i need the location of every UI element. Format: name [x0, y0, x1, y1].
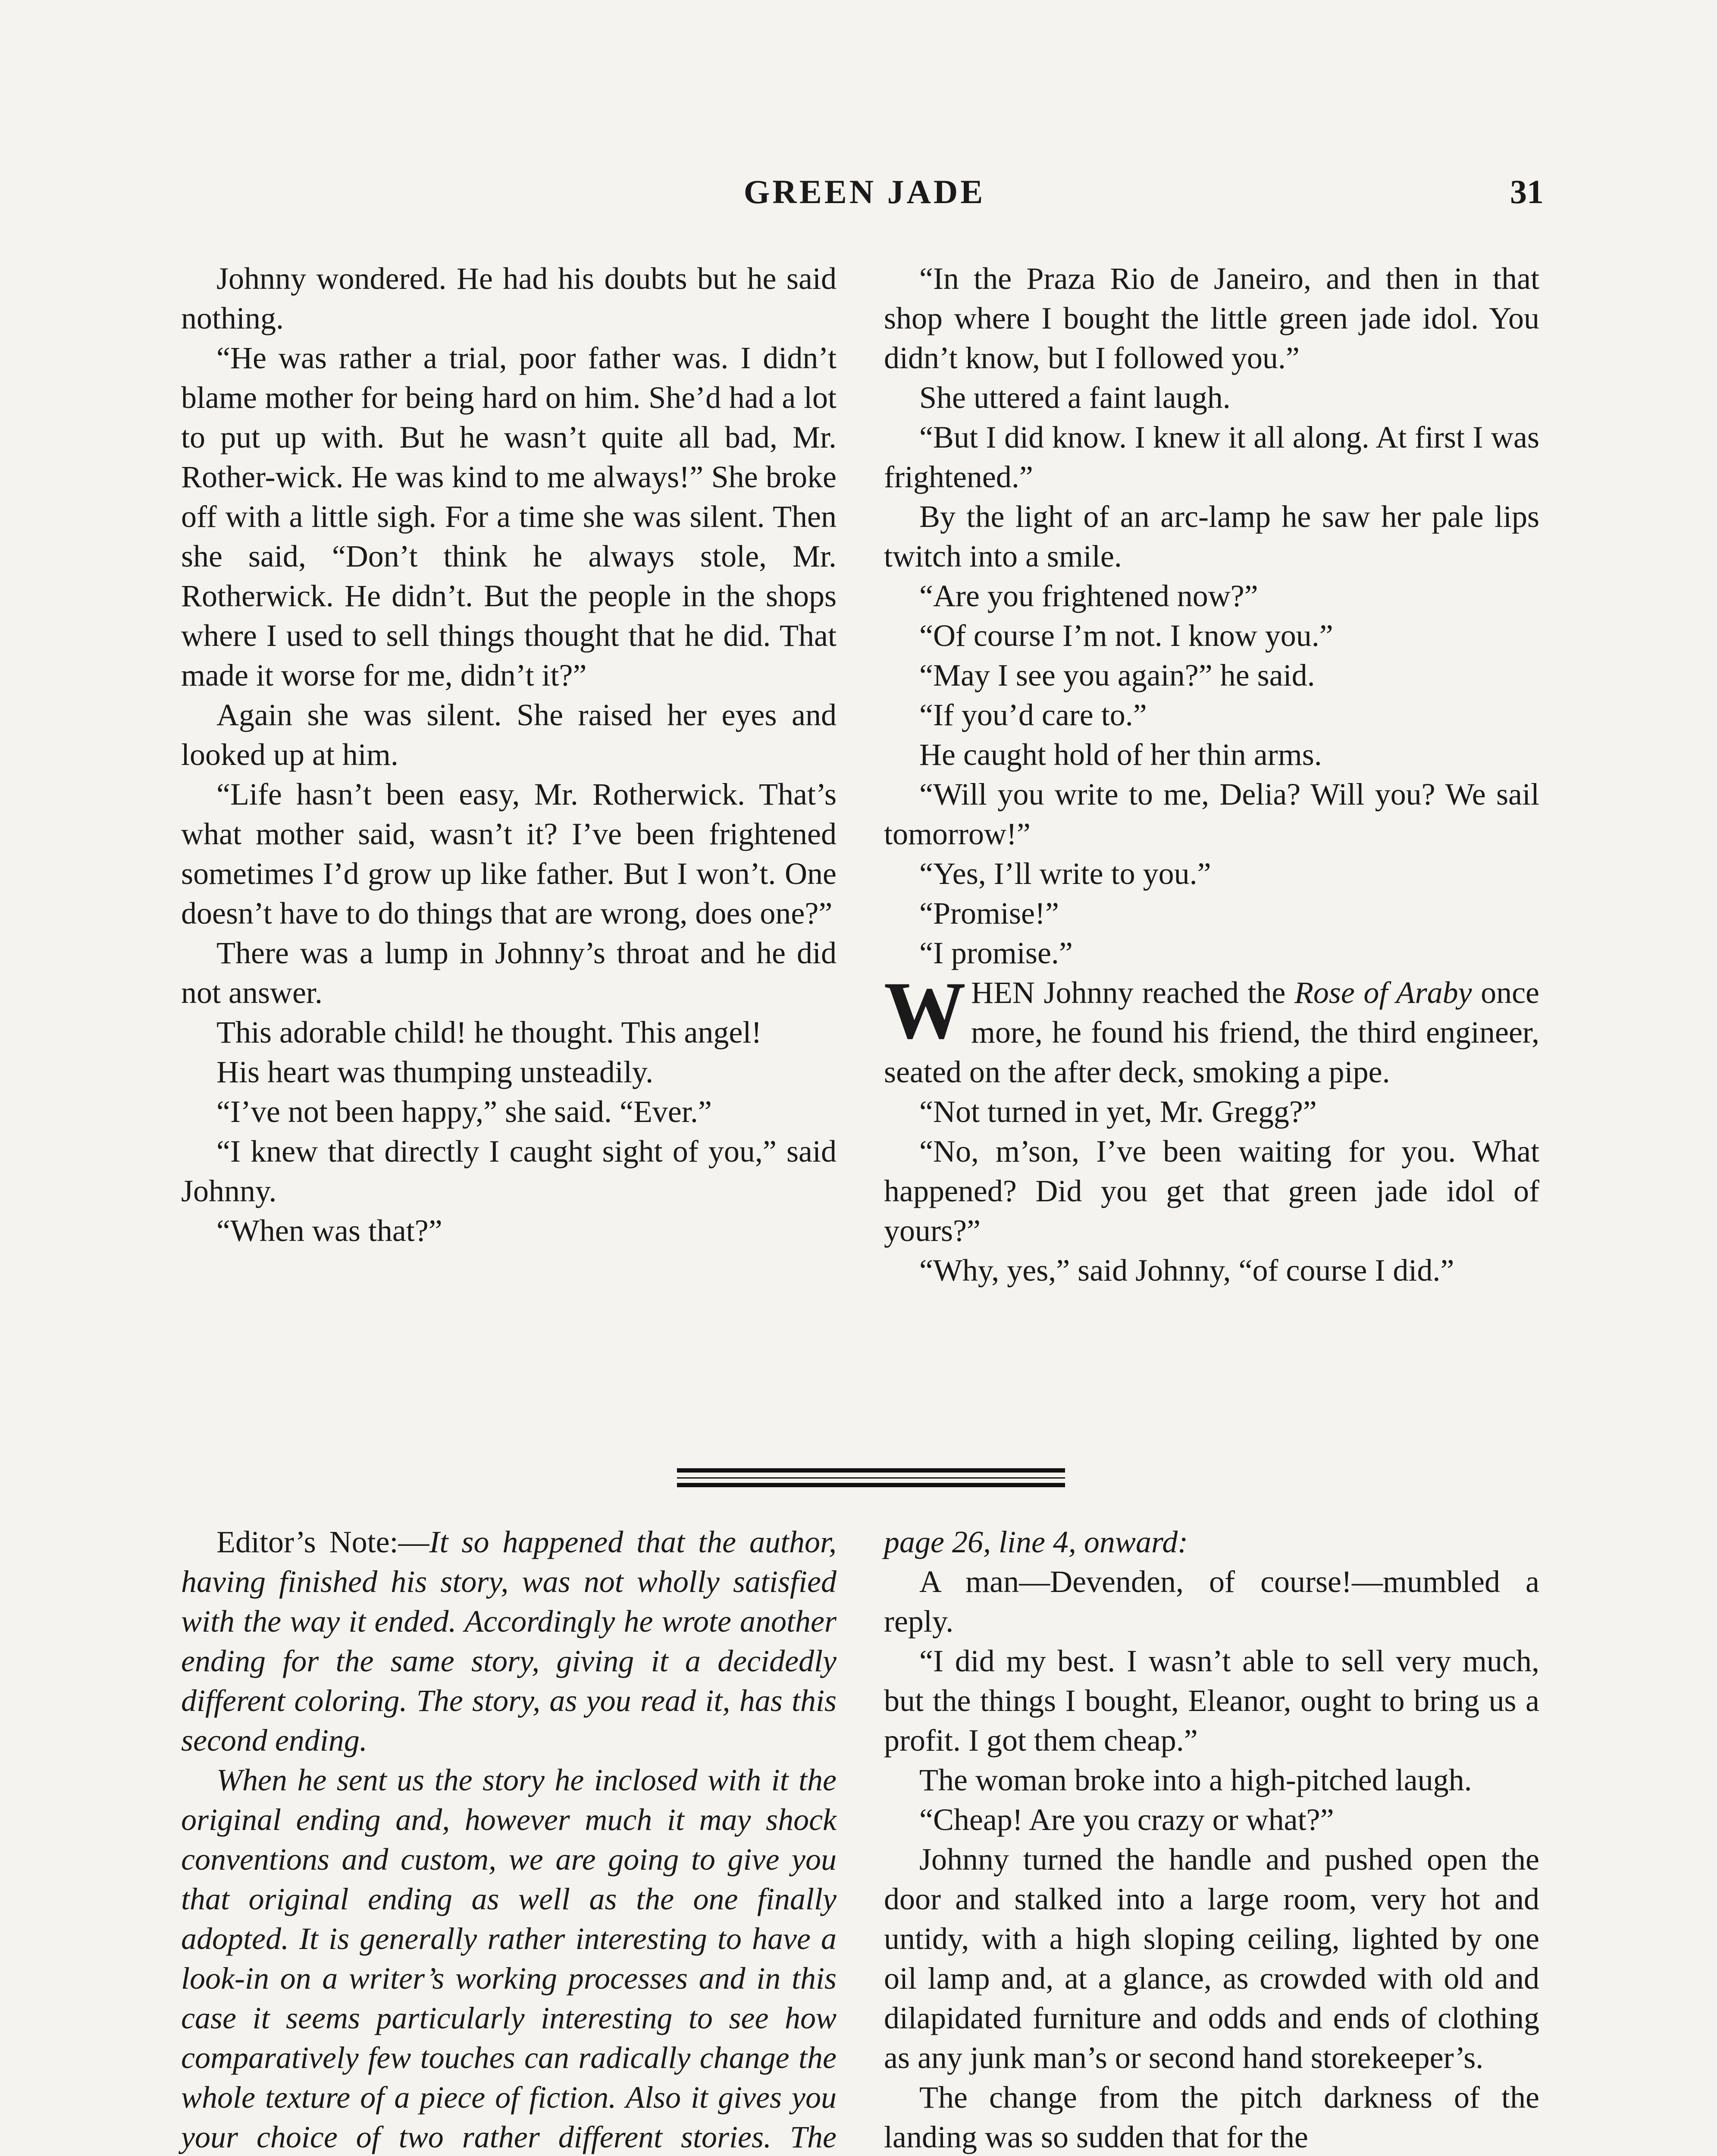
paragraph: Johnny wondered. He had his doubts but he said nothing.	[181, 261, 837, 335]
paragraph: The woman broke into a high-pitched laugh.	[919, 1763, 1472, 1797]
story-column-right	[884, 259, 1539, 1290]
editors-note-paragraph: Editor’s Note:—It so happened that the author, having finished his story, was not wholly satisfied with the way it ended. Accordingly he wrote another ending for the same story, giving it a decidedly different coloring. The story, as you read it, has this second ending.	[181, 1525, 837, 1758]
alternate-ending-column	[884, 1522, 1539, 2156]
paragraph: “Not turned in yet, Mr. Gregg?”	[919, 1094, 1317, 1129]
paragraph: “I promise.”	[919, 936, 1073, 970]
running-header	[185, 172, 1544, 224]
paragraph: “He was rather a trial, poor father was. I didn’t blame mother for being hard on him. She’d had a lot to put up with. But he wasn’t quite all bad, Mr. Rother-wick. He was kind to me always!” She broke off with a little sigh. For a time she was silent. Then she said, “Don’t think he always stole, Mr. Rotherwick. He didn’t. But the people in the shops where I used to sell things thought that he did. That made it worse for me, didn’t it?”	[181, 341, 837, 693]
paragraph: “I’ve not been happy,” she said. “Ever.”	[216, 1094, 712, 1129]
page-number: 31	[1510, 173, 1544, 210]
editors-note-column	[181, 1522, 837, 2156]
paragraph: “Yes, I’ll write to you.”	[919, 856, 1211, 891]
editors-note-label: Editor’s Note:—	[216, 1525, 429, 1559]
editors-note-paragraph: When he sent us the story he inclosed with it the original ending and, however much it may shock conventions and custom, we are going to give you that original ending as well as the one finally adopted. It is generally rather interesting to have a look-in on a writer’s working processes and in this case it seems particularly interesting to see how comparatively few touches can radically change the whole texture of a piece of fiction. Also it gives you your choice of two rather different stories. The	[181, 1763, 837, 2154]
paragraph: She uttered a faint laugh.	[919, 380, 1231, 415]
paragraph: “No, m’son, I’ve been waiting for you. What happened? Did you get that green jade idol of yours?”	[884, 1134, 1539, 1248]
paragraph: There was a lump in Johnny’s throat and he did not answer.	[181, 936, 837, 1010]
paragraph: By the light of an arc-lamp he saw her pale lips twitch into a smile.	[884, 499, 1539, 573]
section-opening-paragraph: WHEN Johnny reached the Rose of Araby once more, he found his friend, the third engineer, seated on the after deck, smoking a pipe.	[884, 965, 1539, 1089]
paragraph: Johnny turned the handle and pushed open the door and stalked into a large room, very hot and untidy, with a high sloping ceiling, lighted by one oil lamp and, at a glance, as crowded with old and dilapidated furniture and odds and ends of clothing as any junk man’s or second hand storekeeper’s.	[884, 1842, 1539, 2075]
paragraph: “In the Praza Rio de Janeiro, and then in that shop where I bought the little green jade idol. You didn’t know, but I followed you.”	[884, 261, 1539, 375]
paragraph: “Why, yes,” said Johnny, “of course I did.”	[919, 1253, 1454, 1288]
paragraph: Again she was silent. She raised her eyes and looked up at him.	[181, 698, 837, 772]
drop-cap: W	[884, 965, 966, 1056]
paragraph: “May I see you again?” he said.	[919, 658, 1315, 693]
paragraph: “Promise!”	[919, 896, 1059, 931]
paragraph: “But I did know. I knew it all along. At first I was frightened.”	[884, 420, 1539, 494]
paragraph: “Will you write to me, Delia? Will you? We sail tomorrow!”	[884, 777, 1539, 851]
paragraph: “Cheap! Are you crazy or what?”	[919, 1802, 1334, 1837]
paragraph: “If you’d care to.”	[919, 698, 1147, 732]
paragraph: He caught hold of her thin arms.	[919, 737, 1322, 772]
paragraph: “Of course I’m not. I know you.”	[919, 618, 1333, 653]
paragraph: “Are you frightened now?”	[919, 579, 1258, 613]
running-title: GREEN JADE	[743, 173, 986, 210]
paragraph: “I knew that directly I caught sight of you,” said Johnny.	[181, 1134, 837, 1208]
story-column-left	[181, 259, 837, 1250]
paragraph: “I did my best. I wasn’t able to sell very much, but the things I bought, Eleanor, ought to bring us a profit. I got them cheap.”	[884, 1644, 1539, 1758]
paragraph: “Life hasn’t been easy, Mr. Rotherwick. That’s what mother said, wasn’t it? I’ve been frightened sometimes I’d grow up like father. But I won’t. One doesn’t have to do things that are wrong, does one?”	[181, 777, 837, 931]
paragraph: A man—Devenden, of course!—mumbled a reply.	[884, 1564, 1539, 1639]
divider-rule	[677, 1468, 1065, 1487]
paragraph: His heart was thumping unsteadily.	[216, 1055, 654, 1089]
paragraph: “When was that?”	[216, 1213, 442, 1248]
ship-name: Rose of Araby	[1294, 975, 1472, 1010]
paragraph: The change from the pitch darkness of the landing was so sudden that for the	[884, 2080, 1539, 2154]
paragraph: This adorable child! he thought. This angel!	[216, 1015, 762, 1050]
page-reference: page 26, line 4, onward:	[884, 1525, 1188, 1559]
